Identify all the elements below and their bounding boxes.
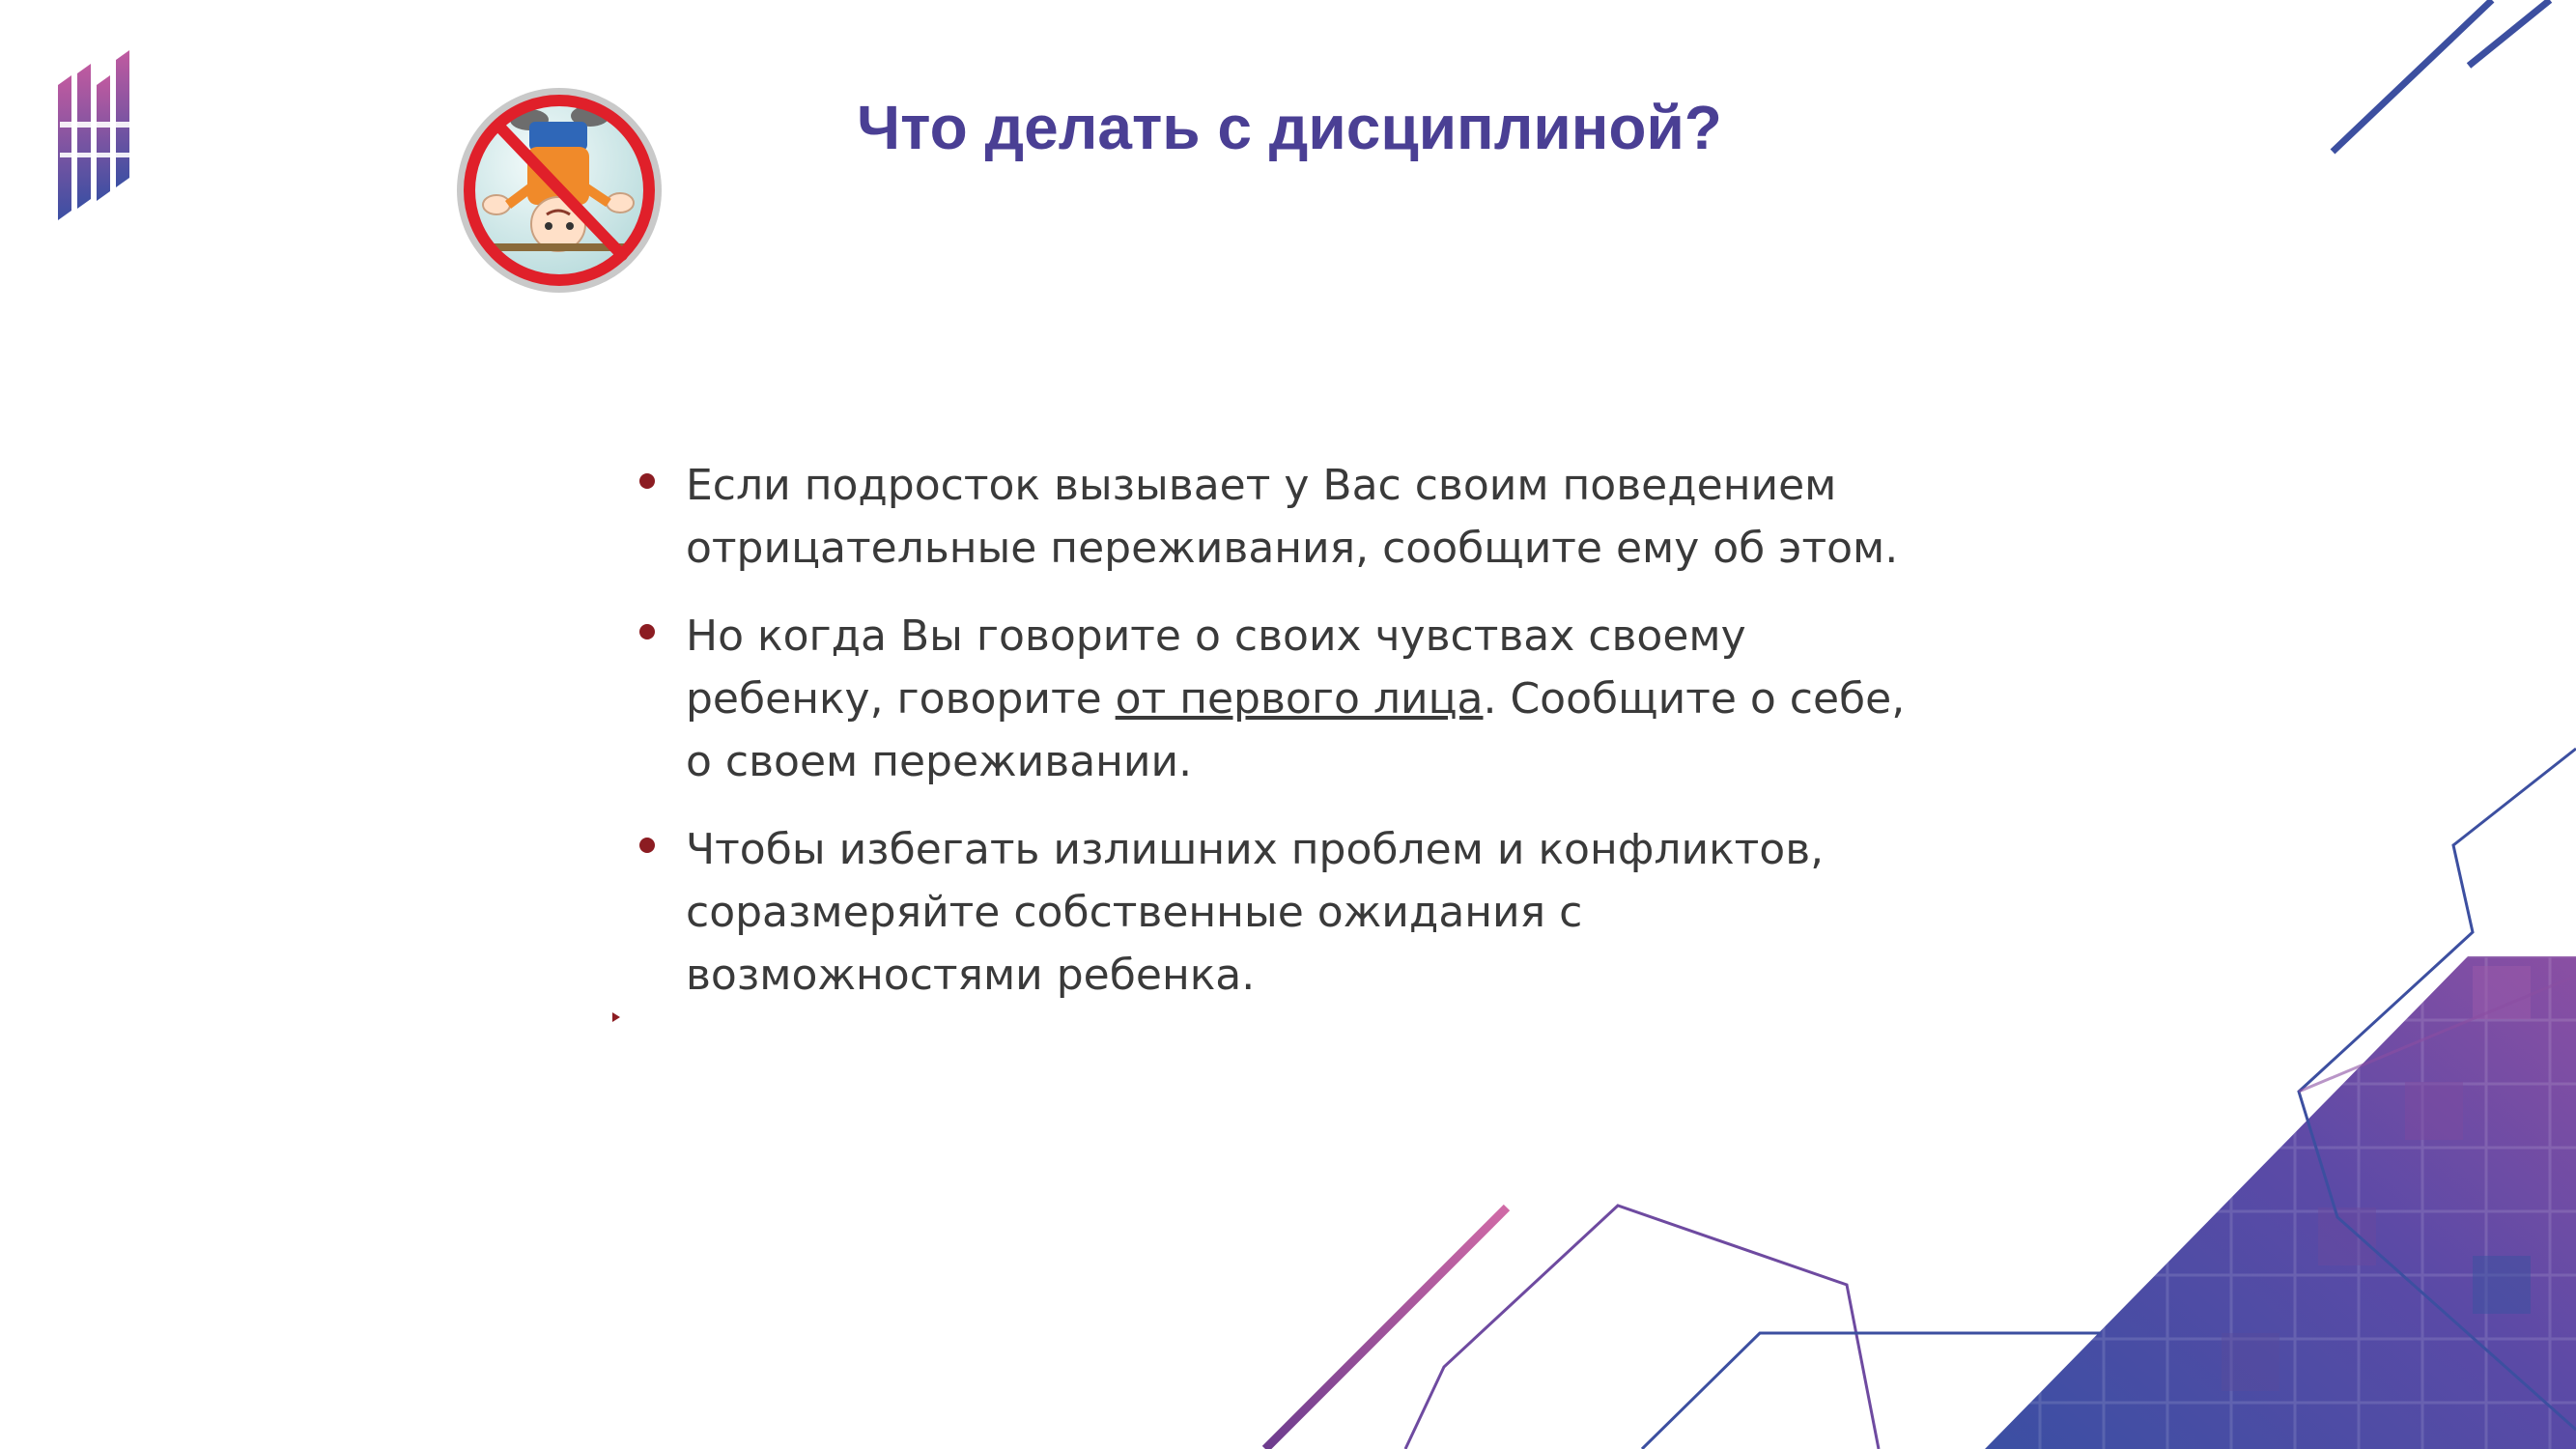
bullet-text-end: . Сообщите о себе, о своем переживании. (686, 674, 1906, 786)
slide-title: Что делать с дисциплиной? (857, 93, 1722, 162)
forbidden-upside-down-child-icon (450, 81, 668, 299)
bullet-text: Чтобы избегать излишних проблем и конфликтов, соразмеряйте собственные ожидания с возможностями ребенка. (686, 825, 1825, 1000)
bullet-dot-icon (639, 473, 655, 489)
bullet-text-start: Но когда Вы говорите о своих чувствах своему ребенку, говорите (686, 611, 1746, 724)
bullet-dot-icon (639, 838, 655, 853)
corner-mosaic (1985, 956, 2576, 1449)
top-right-stripes (2333, 0, 2550, 152)
underlined-phrase: от первого лица (1115, 674, 1484, 724)
list-item (628, 818, 1941, 1007)
bullet-list (628, 454, 1941, 1032)
logo-icon (50, 46, 137, 230)
bullet-text: Если подросток вызывает у Вас своим поведением отрицательные переживания, сообщите ему об этом. (686, 461, 1899, 573)
list-item (628, 605, 1941, 793)
pink-stripe (1265, 1208, 1507, 1449)
bullet-marker-fragment (612, 1012, 620, 1022)
bullet-dot-icon (639, 624, 655, 639)
list-item (628, 454, 1941, 580)
